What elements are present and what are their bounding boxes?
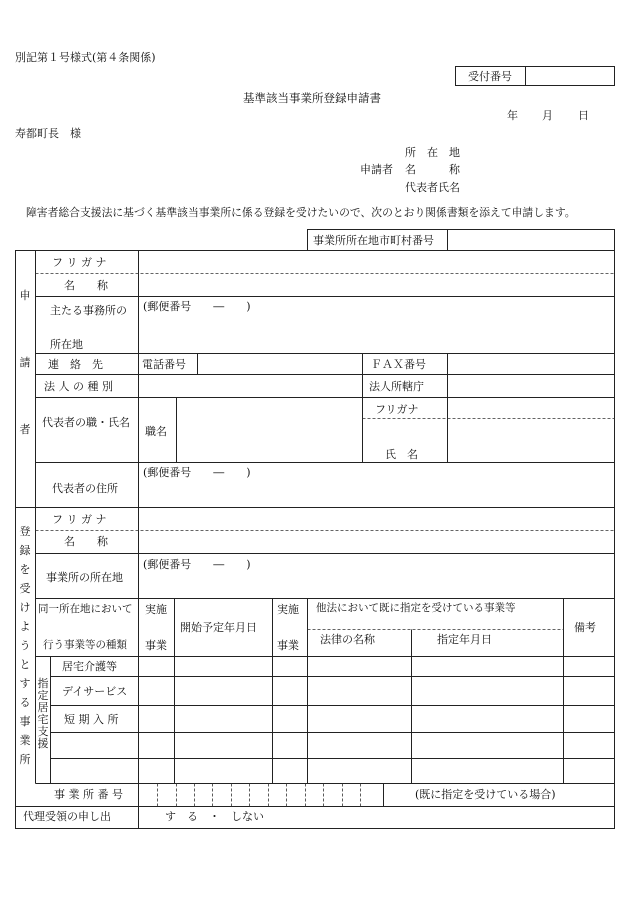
impl-label-2b: 事業 — [277, 639, 299, 652]
already-designated-note: (既に指定を受けている場合) — [415, 788, 556, 801]
phone-field[interactable] — [202, 358, 358, 371]
designated-section-label: 指 定 居 宅 支 援 — [37, 677, 49, 750]
impl-label-1b: 事業 — [145, 639, 167, 652]
same-location-label-2: 行う事業等の種類 — [43, 639, 127, 651]
date-day: 日 — [578, 109, 589, 122]
applicant-name-field[interactable] — [142, 278, 610, 292]
form-number: 別記第１号様式(第４条関係) — [15, 51, 156, 64]
business-location-label: 事業所の所在地 — [46, 571, 123, 584]
date-year: 年 — [507, 109, 518, 122]
designated-date-label: 指定年月日 — [437, 633, 492, 646]
fax-field[interactable] — [452, 358, 610, 371]
business-section-label: 登 録 を 受 け よ う と す る 事 業 所 — [19, 525, 31, 766]
office-number-field[interactable] — [140, 786, 380, 803]
main-office-postal[interactable]: (郵便番号 ― ) — [143, 300, 251, 313]
applicant-section-label: 申 請 者 — [19, 289, 31, 436]
date-month: 月 — [542, 109, 553, 122]
rep-name-field[interactable] — [452, 422, 610, 458]
rep-address-postal[interactable]: (郵便番号 ― ) — [143, 466, 251, 479]
same-location-label-1: 同一所在地において — [38, 603, 133, 615]
business-name-field[interactable] — [142, 535, 610, 549]
impl-label-1a: 実施 — [145, 603, 167, 616]
business-location-postal[interactable]: (郵便番号 ― ) — [143, 558, 251, 571]
impl-label-2a: 実施 — [277, 603, 299, 616]
rep-position-label: 職名 — [145, 425, 167, 438]
corp-type-field[interactable] — [142, 380, 358, 393]
main-office-label-2: 所在地 — [50, 338, 83, 351]
municipality-code-field[interactable] — [452, 234, 610, 247]
corp-authority-field[interactable] — [452, 380, 610, 393]
rep-name-label: 氏 名 — [385, 448, 418, 461]
applicant-furigana-label: フ リ ガ ナ — [52, 256, 107, 269]
fax-label: ＦＡＸ番号 — [371, 358, 426, 371]
law-name-label: 法律の名称 — [320, 633, 375, 646]
corp-type-label: 法 人 の 種 別 — [44, 380, 113, 393]
business-furigana-field[interactable] — [142, 513, 610, 527]
applicant-rep-label: 代表者氏名 — [405, 181, 460, 194]
rep-title-name-label: 代表者の職・氏名 — [42, 416, 130, 429]
service-day-service: デイサービス — [62, 685, 128, 698]
other-law-label: 他法において既に指定を受けている事業等 — [316, 602, 516, 614]
applicant-name-label: 名 称 — [405, 163, 460, 176]
rep-address-label: 代表者の住所 — [52, 482, 118, 495]
phone-label: 電話番号 — [142, 358, 186, 371]
rep-furigana-label: フリガナ — [375, 403, 419, 416]
applicant-location-label: 所 在 地 — [405, 146, 460, 159]
start-date-label: 開始予定年月日 — [180, 621, 257, 634]
business-name-label: 名 称 — [64, 535, 108, 548]
remarks-label: 備考 — [574, 621, 596, 634]
applicant-label: 申請者 — [360, 163, 393, 176]
service-short-stay: 短 期 入 所 — [64, 713, 119, 726]
applicant-furigana-field[interactable] — [142, 256, 610, 270]
service-home-care: 居宅介護等 — [62, 660, 117, 673]
proxy-options[interactable]: す る ・ しない — [165, 810, 264, 823]
applicant-name-label-cell: 名 称 — [64, 279, 108, 292]
main-office-label-1: 主たる事務所の — [50, 304, 127, 317]
addressee: 寿都町長 様 — [15, 127, 81, 140]
office-number-label: 事 業 所 番 号 — [54, 788, 123, 801]
contact-label: 連 絡 先 — [48, 358, 103, 371]
page-title: 基準該当事業所登録申請書 — [243, 91, 381, 105]
corp-authority-label: 法人所轄庁 — [369, 380, 424, 393]
rep-position-field[interactable] — [180, 402, 358, 458]
reception-number-label: 受付番号 — [468, 70, 512, 83]
proxy-label: 代理受領の申し出 — [23, 810, 111, 823]
business-furigana-label: フ リ ガ ナ — [52, 513, 107, 526]
municipality-code-label: 事業所所在地市町村番号 — [313, 234, 434, 247]
statement: 障害者総合支援法に基づく基準該当事業所に係る登録を受けたいので、次のとおり関係書類を添えて申請します。 — [26, 206, 576, 219]
